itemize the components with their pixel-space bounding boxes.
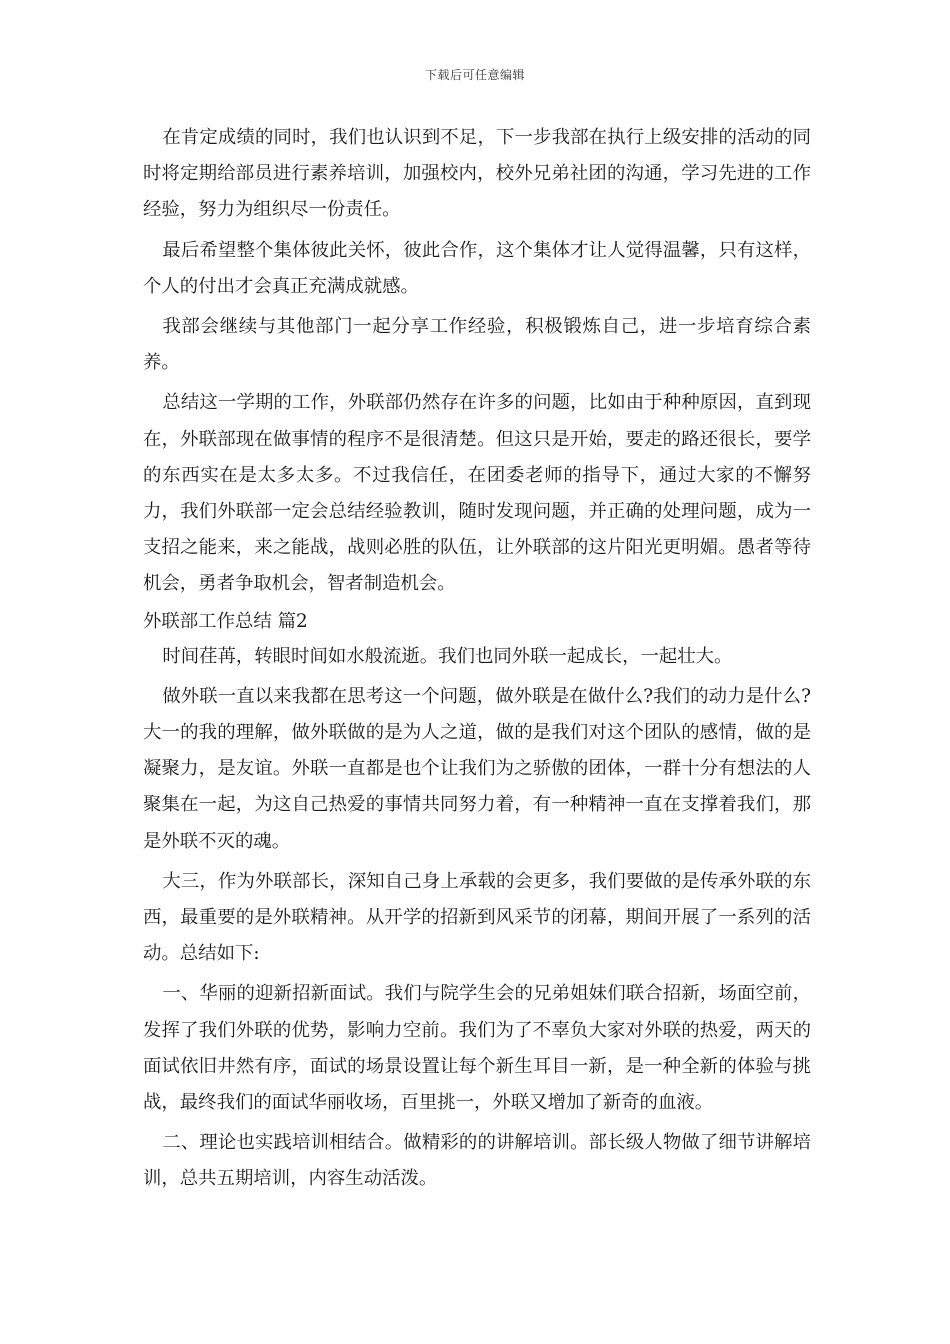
paragraph: 做外联一直以来我都在思考这一个问题，做外联是在做什么?我们的动力是什么?大一的我的理解，做外联做的是为人之道，做的是我们对这个团队的感情，做的是凝聚力，是友谊。外联一直都是也个让我们为之骄傲的团体，一群十分有想法的人聚集在一起，为这自己热爱的事情共同努力着，有一种精神一直在支撑着我们，那是外联不灭的魂。 [143,685,811,852]
paragraph: 大三，作为外联部长，深知自己身上承载的会更多，我们要做的是传承外联的东西，最重要的是外联精神。从开学的招新到风采节的闭幕，期间开展了一系列的活动。总结如下: [143,870,811,965]
document-body [143,120,811,1202]
paragraph: 一、华丽的迎新招新面试。我们与院学生会的兄弟姐妹们联合招新，场面空前，发挥了我们外联的优势，影响力空前。我们为了不辜负大家对外联的热爱，两天的面试依旧井然有序，面试的场景设置让每个新生耳目一新，是一种全新的体验与挑战，最终我们的面试华丽收场，百里挑一，外联又增加了新奇的血液。 [143,983,811,1114]
paragraph: 二、理论也实践培训相结合。做精彩的的讲解培训。部长级人物做了细节讲解培训，总共五期培训，内容生动活泼。 [143,1132,811,1190]
page-header-note: 下载后可任意编辑 [424,68,525,82]
paragraph: 我部会继续与其他部门一起分享工作经验，积极锻炼自己，进一步培育综合素养。 [143,316,811,374]
paragraph: 总结这一学期的工作，外联部仍然存在许多的问题，比如由于种种原因，直到现在，外联部现在做事情的程序不是很清楚。但这只是开始，要走的路还很长，要学的东西实在是太多太多。不过我信任，在团委老师的指导下，通过大家的不懈努力，我们外联部一定会总结经验教训，随时发现问题，并正确的处理问题，成为一支招之能来，来之能战，战则必胜的队伍，让外联部的这片阳光更明媚。愚者等待机会，勇者争取机会，智者制造机会。 [143,392,811,595]
section-heading: 外联部工作总结 篇2 [143,610,308,632]
paragraph: 在肯定成绩的同时，我们也认识到不足，下一步我部在执行上级安排的活动的同时将定期给部员进行素养培训，加强校内，校外兄弟社团的沟通，学习先进的工作经验，努力为组织尽一份责任。 [143,127,811,221]
paragraph: 时间荏苒，转眼时间如水般流逝。我们也同外联一起成长，一起壮大。 [162,645,733,667]
paragraph: 最后希望整个集体彼此关怀，彼此合作，这个集体才让人觉得温馨，只有这样，个人的付出才会真正充满成就感。 [143,239,811,297]
